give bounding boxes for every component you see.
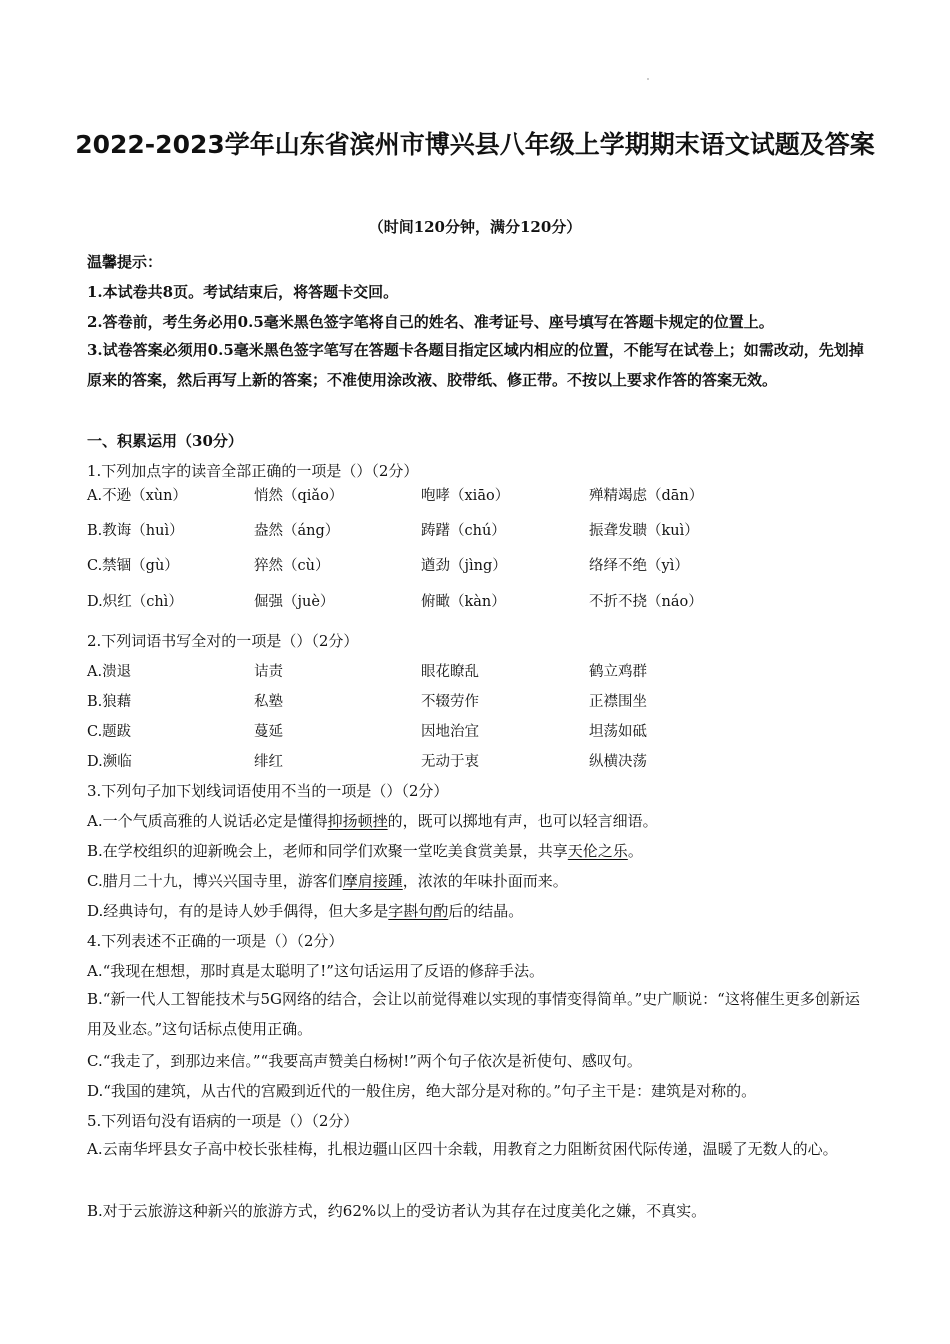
q1-option-a1: A.不逊（xùn） <box>87 488 187 504</box>
q1-option-b1: B.教诲（huì） <box>87 523 184 539</box>
q2-option-c1: C.题跋 <box>87 724 132 740</box>
section-heading-1: 一、积累运用（30分） <box>87 432 243 450</box>
q2-option-a4: 鹤立鸡群 <box>589 664 647 680</box>
q1-option-a4: 殚精竭虑（dān） <box>589 488 704 504</box>
q4-option-d: D.“我国的建筑，从古代的宫殿到近代的一般住房，绝大部分是对称的。”句子主干是：建筑是对称的。 <box>87 1082 757 1100</box>
q4-option-b: B.“新一代人工智能技术与5G网络的结合，会让以前觉得难以实现的事情变得简单。”史广顺说：“这将催生更多创新运用及业态。”这句话标点使用正确。 <box>87 990 860 1038</box>
tip-1: 1.本试卷共8页。考试结束后，将答题卡交回。 <box>87 283 399 301</box>
q1-option-d1: D.炽红（chì） <box>87 594 183 610</box>
q2-option-d2: 绯红 <box>254 754 283 770</box>
q3-option-b <box>87 840 867 862</box>
q3-c-text-2: ，浓浓的年味扑面而来。 <box>402 872 568 890</box>
q3-b-text-2: 。 <box>627 842 643 860</box>
exam-subtitle: （时间120分钟，满分120分） <box>368 218 582 236</box>
q3-a-text-2: 的，既可以掷地有声，也可以轻言细语。 <box>387 812 658 830</box>
q4-stem: 4.下列表述不正确的一项是（）（2分） <box>87 932 344 950</box>
q1-option-b2: 盎然（áng） <box>254 523 340 539</box>
q1-option-d4: 不折不挠（náo） <box>589 594 703 610</box>
q1-option-c3: 遒劲（jìng） <box>421 558 507 574</box>
q3-c-underlined: 摩肩接踵 <box>342 872 403 890</box>
q1-stem: 1.下列加点字的读音全部正确的一项是（）（2分） <box>87 462 419 480</box>
q3-stem: 3.下列句子加下划线词语使用不当的一项是（）（2分） <box>87 782 449 800</box>
q3-d-text-2: 后的结晶。 <box>448 902 524 920</box>
q4-option-c: C.“我走了，到那边来信。”“我要高声赞美白杨树!”两个句子依次是祈使句、感叹句。 <box>87 1052 642 1070</box>
q5-option-b: B.对于云旅游这种新兴的旅游方式，约62%以上的受访者认为其存在过度美化之嫌，不真实。 <box>87 1202 707 1220</box>
q3-option-c <box>87 870 867 892</box>
q2-option-b1: B.狼藉 <box>87 694 132 710</box>
q2-option-b4: 正襟围坐 <box>589 694 647 710</box>
q4-option-a: A.“我现在想想，那时真是太聪明了!”这句话运用了反语的修辞手法。 <box>87 962 544 980</box>
q2-option-c4: 坦荡如砥 <box>589 724 647 740</box>
q2-option-b2: 私塾 <box>254 694 283 710</box>
q2-option-c2: 蔓延 <box>254 724 283 740</box>
q1-option-d2: 倔强（juè） <box>254 594 335 610</box>
q3-option-d <box>87 900 867 922</box>
tips-heading: 温馨提示： <box>87 253 163 271</box>
q3-b-underlined: 天伦之乐 <box>567 842 628 860</box>
q2-stem: 2.下列词语书写全对的一项是（）（2分） <box>87 632 359 650</box>
q3-option-a <box>87 810 867 832</box>
q1-option-b3: 踌躇（chú） <box>421 523 506 539</box>
q2-option-a3: 眼花瞭乱 <box>421 664 479 680</box>
exam-title: 2022-2023学年山东省滨州市博兴县八年级上学期期末语文试题及答案 <box>75 130 875 159</box>
q1-option-d3: 俯瞰（kàn） <box>421 594 506 610</box>
q2-option-d1: D.濒临 <box>87 754 132 770</box>
q3-a-underlined: 抑扬顿挫 <box>327 812 388 830</box>
q5-stem: 5.下列语句没有语病的一项是（）（2分） <box>87 1112 359 1130</box>
q3-c-text-1: C.腊月二十九，博兴兴国寺里，游客们 <box>87 872 343 890</box>
q3-d-text-1: D.经典诗句，有的是诗人妙手偶得，但大多是 <box>87 902 389 920</box>
tip-3: 3.试卷答案必须用0.5毫米黑色签字笔写在答题卡各题目指定区域内相应的位置，不能写在试卷上；如需改动，先划掉原来的答案，然后再写上新的答案；不准使用涂改液、胶带纸、修正带。不按以上要求作答的答案无效。 <box>87 341 864 389</box>
q1-option-c2: 猝然（cù） <box>254 558 330 574</box>
q1-option-c4: 络绎不绝（yì） <box>589 558 689 574</box>
q1-option-b4: 振聋发聩（kuì） <box>589 523 699 539</box>
q3-b-text-1: B.在学校组织的迎新晚会上，老师和同学们欢聚一堂吃美食赏美景，共享 <box>87 842 568 860</box>
tip-2: 2.答卷前，考生务必用0.5毫米黑色签字笔将自己的姓名、准考证号、座号填写在答题卡规定的位置上。 <box>87 313 774 331</box>
q2-option-c3: 因地治宜 <box>421 724 479 740</box>
q2-option-a1: A.溃退 <box>87 664 132 680</box>
q1-option-c1: C.禁锢（gù） <box>87 558 179 574</box>
q1-option-a3: 咆哮（xiāo） <box>421 488 510 504</box>
q5-option-a: A.云南华坪县女子高中校长张桂梅，扎根边疆山区四十余载，用教育之力阻断贫困代际传递，温暖了无数人的心。 <box>87 1140 838 1158</box>
page-mark <box>647 78 649 80</box>
q2-option-a2: 诘责 <box>254 664 283 680</box>
q2-option-d3: 无动于衷 <box>421 754 479 770</box>
q2-option-d4: 纵横决荡 <box>589 754 647 770</box>
q3-d-underlined: 字斟句酌 <box>388 902 449 920</box>
q2-option-b3: 不辍劳作 <box>421 694 479 710</box>
q1-option-a2: 悄然（qiǎo） <box>254 488 344 504</box>
q3-a-text-1: A.一个气质高雅的人说话必定是懂得 <box>87 812 328 830</box>
